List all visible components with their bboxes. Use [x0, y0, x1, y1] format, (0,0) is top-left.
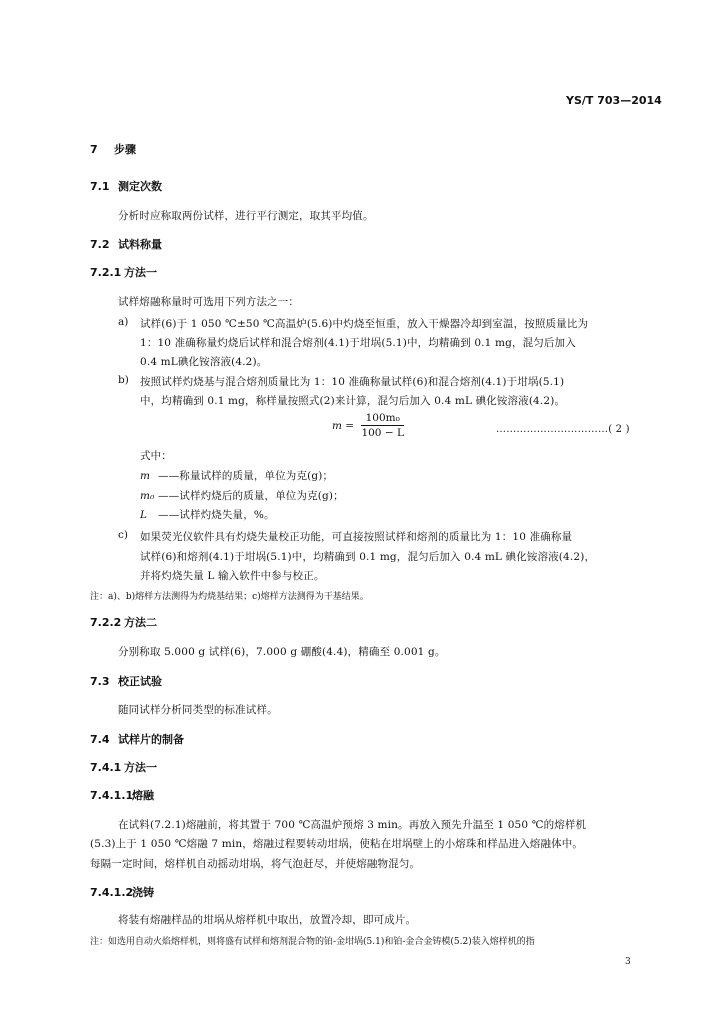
- section-7-2-heading: [90, 236, 162, 252]
- section-number: 7.2.2: [90, 616, 122, 629]
- section-number: 7.1: [90, 180, 110, 193]
- section-7-3-heading: [90, 673, 162, 689]
- paragraph: 试样熔融称量时可选用下列方法之一：: [118, 296, 300, 308]
- paragraph-line: 每隔一定时间，熔样机自动摇动坩埚，将气泡赶尽，并使熔融物混匀。: [90, 858, 421, 870]
- variable-symbol: L: [140, 509, 148, 521]
- document-code: YS/T 703—2014: [566, 94, 662, 107]
- section-7-4-1-1-heading: [90, 787, 154, 803]
- formula-denominator: 100 − L: [361, 427, 404, 439]
- variable-m0: [140, 488, 344, 503]
- list-item-b-line: 按照试样灼烧基与混合熔剂质量比为 1：10 准确称量试样(6)和混合熔剂(4.1)于坩埚(5.1): [140, 376, 565, 388]
- paragraph: 分别称取 5.000 g 试样(6)，7.000 g 硼酸(4.4)，精确至 0.001 g。: [118, 646, 446, 658]
- formula-fraction: [361, 412, 404, 439]
- section-title: 方法一: [124, 266, 157, 279]
- paragraph: 随同试样分析同类型的标准试样。: [118, 704, 278, 716]
- section-title: 校正试验: [118, 675, 162, 688]
- variable-m: [140, 468, 333, 483]
- list-item-b-line: 中，均精确到 0.1 mg，称样量按照式(2)来计算，混匀后加入 0.4 mL 碘化铵溶液(4.2)。: [140, 395, 566, 407]
- note: 注：如选用自动火焰熔样机，则将盛有试样和熔剂混合物的铂-金坩埚(5.1)和铂-金合金铸模(5.2)装入熔样机的指: [90, 937, 535, 947]
- paragraph: 将装有熔融样品的坩埚从熔样机中取出，放置冷却，即可成片。: [118, 914, 417, 926]
- section-title: 试样片的制备: [118, 733, 184, 746]
- variable-desc: ——称量试样的质量，单位为克(g)；: [158, 470, 334, 482]
- section-number: 7.4.1.1: [90, 789, 134, 802]
- section-title: 熔融: [132, 789, 154, 802]
- list-marker-c: c): [118, 529, 128, 541]
- list-item-c-line: 并将灼烧失量 L 输入软件中参与校正。: [140, 570, 325, 582]
- section-title: 步骤: [114, 143, 136, 156]
- list-item-a-line: 1：10 准确称量灼烧后试样和混合熔剂(4.1)于坩埚(5.1)中，均精确到 0.1 mg，混匀后加入: [140, 337, 576, 349]
- variable-desc: ——试样灼烧失量，%。: [158, 509, 275, 521]
- section-7-4-1-2-heading: [90, 884, 154, 900]
- list-item-a-line: 试样(6)于 1 050 ℃±50 ℃高温炉(5.6)中灼烧至恒重，放入干燥器冷却到室温，按照质量比为: [140, 318, 589, 330]
- formula-lhs: m =: [332, 419, 355, 432]
- list-marker-a: a): [118, 316, 129, 328]
- list-marker-b: b): [118, 374, 129, 386]
- section-number: 7.4: [90, 733, 110, 746]
- section-number: 7.3: [90, 675, 110, 688]
- section-title: 方法一: [124, 761, 157, 774]
- section-7-4-1-heading: [90, 759, 157, 775]
- paragraph-line: (5.3)上于 1 050 ℃熔融 7 min，熔融过程要转动坩埚，使粘在坩埚壁上的小熔珠和样品进入熔融体中。: [90, 838, 584, 850]
- paragraph-line: 在试料(7.2.1)熔融前，将其置于 700 ℃高温炉预熔 3 min。再放入预先升温至 1 050 ℃的熔样机: [118, 819, 587, 831]
- section-title: 浇铸: [132, 886, 154, 899]
- section-title: 方法二: [124, 616, 157, 629]
- section-7-heading: [90, 141, 136, 157]
- list-item-c-line: 如果荧光仪软件具有灼烧失量校正功能，可直接按照试样和熔剂的质量比为 1：10 准确称量: [140, 531, 573, 543]
- variable-desc: ——试样灼烧后的质量，单位为克(g)；: [158, 490, 344, 502]
- variable-L: [140, 507, 275, 522]
- variable-symbol: m: [140, 470, 151, 482]
- section-number: 7.4.1: [90, 761, 122, 774]
- section-7-4-heading: [90, 731, 184, 747]
- section-7-2-1-heading: [90, 264, 157, 280]
- section-7-1-heading: [90, 178, 162, 194]
- note: 注：a)、b)熔样方法测得为灼烧基结果；c)熔样方法测得为干基结果。: [90, 592, 369, 602]
- list-item-a-line: 0.4 mL碘化铵溶液(4.2)。: [140, 356, 268, 368]
- section-number: 7.2: [90, 238, 110, 251]
- section-title: 试料称量: [118, 238, 162, 251]
- section-title: 测定次数: [118, 180, 162, 193]
- page-number: 3: [625, 957, 631, 967]
- list-item-c-line: 试样(6)和熔剂(4.1)于坩埚(5.1)中，均精确到 0.1 mg，混匀后加入 0.4 mL 碘化铵溶液(4.2)，: [140, 551, 596, 563]
- formula-2: [332, 412, 404, 439]
- variable-symbol: m₀: [140, 490, 155, 502]
- formula-numerator: 100m₀: [361, 412, 404, 426]
- paragraph: 分析时应称取两份试样，进行平行测定，取其平均值。: [118, 210, 374, 222]
- section-number: 7.4.1.2: [90, 886, 134, 899]
- formula-number: ……………………………( 2 ): [496, 424, 630, 435]
- section-number: 7: [90, 143, 98, 156]
- where-label: 式中：: [140, 450, 172, 462]
- section-7-2-2-heading: [90, 614, 157, 630]
- section-number: 7.2.1: [90, 266, 122, 279]
